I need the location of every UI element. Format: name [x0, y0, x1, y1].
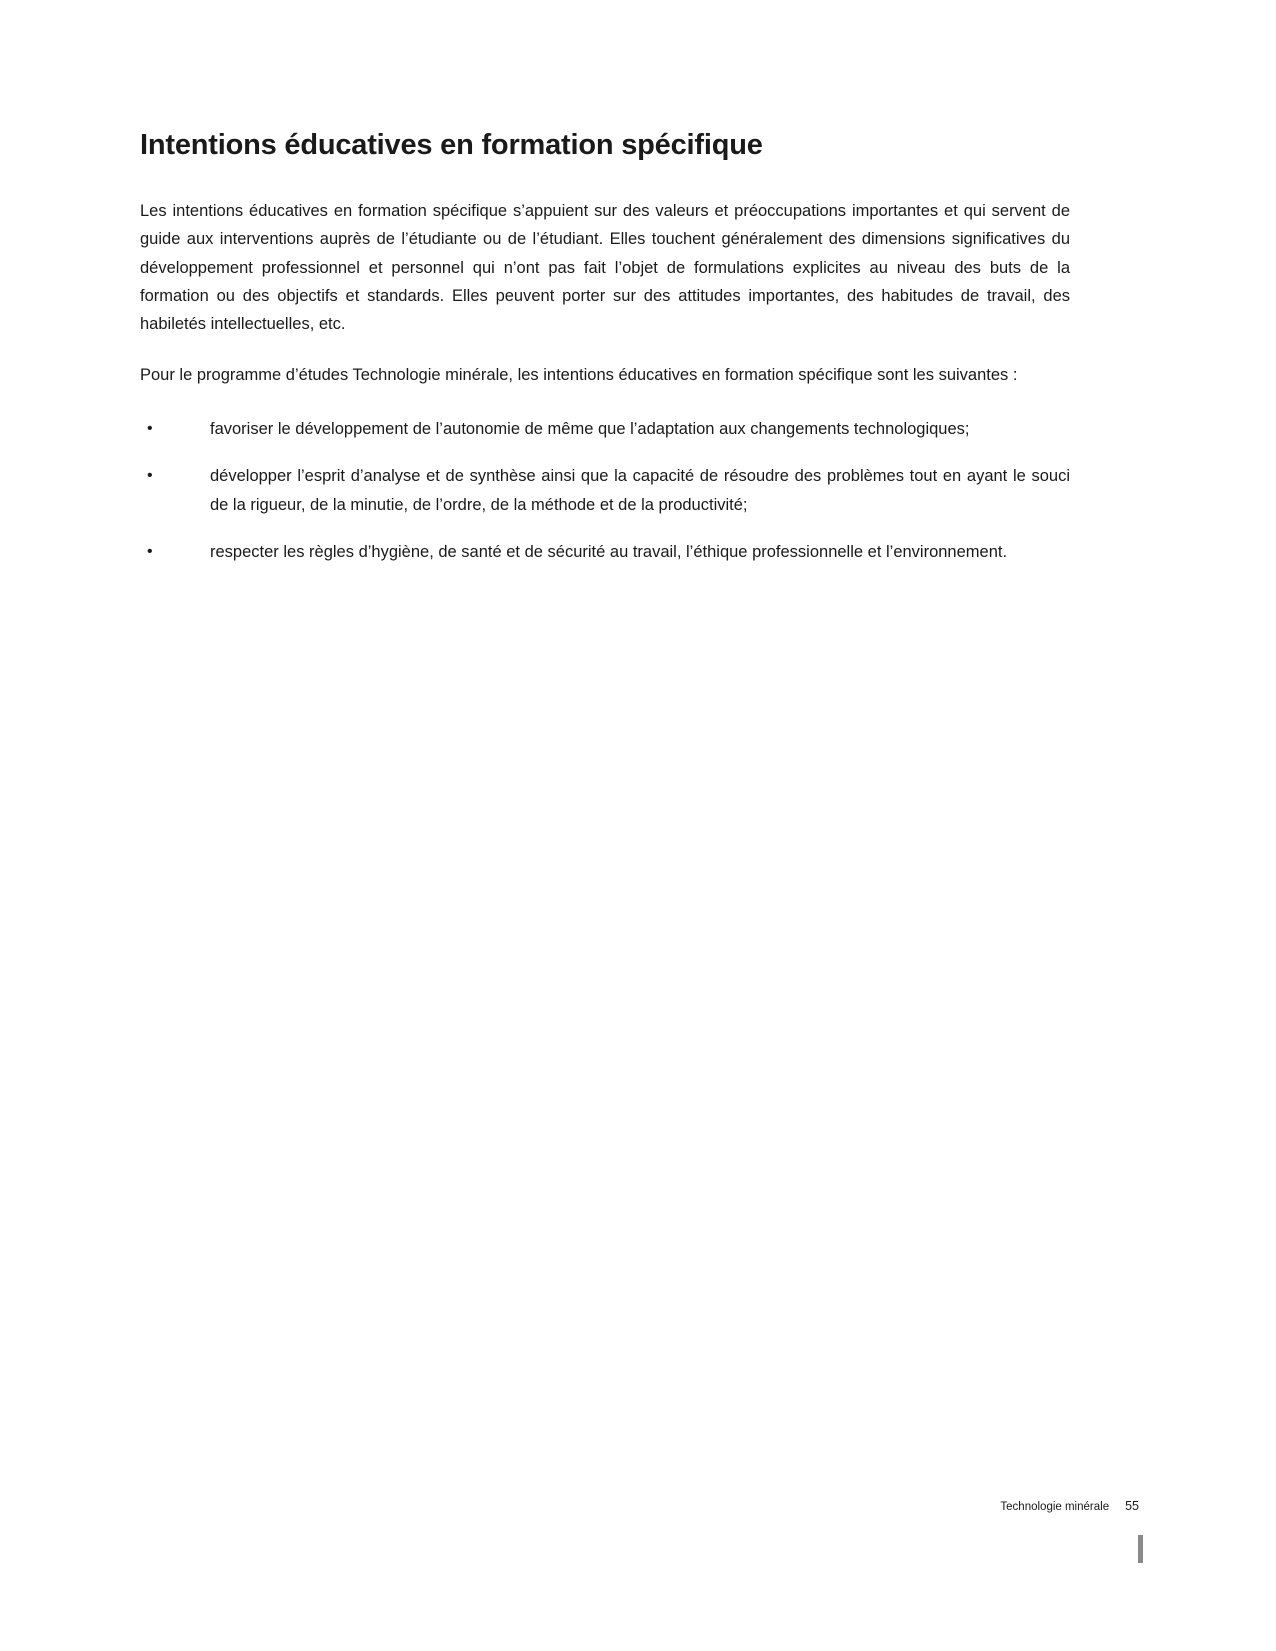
page-footer	[1000, 1499, 1139, 1513]
footer-program-label: Technologie minérale	[1000, 1501, 1110, 1513]
list-item-text: respecter les règles d’hygiène, de santé et de sécurité au travail, l’éthique professionnelle et l’environnement.	[210, 543, 1008, 562]
bullet-icon: •	[147, 420, 153, 438]
list-item-text: favoriser le développement de l’autonomie de même que l’adaptation aux changements technologiques;	[210, 420, 970, 439]
list-item-text: développer l’esprit d’analyse et de synthèse ainsi que la capacité de résoudre des problèmes tout en ayant le souci de la rigueur, de la minutie, de l’ordre, de la méthode et de la productivité;	[210, 467, 1070, 514]
intro-paragraph: Les intentions éducatives en formation spécifique s’appuient sur des valeurs et préoccupations importantes et qui servent de guide aux interventions auprès de l’étudiante ou de l’étudiant. Elles touchent généralement des dimensions significatives du développement professionnel et personnel qui n’ont pas fait l’objet de formulations explicites au niveau des buts de la formation ou des objectifs et standards. Elles peuvent porter sur des attitudes importantes, des habitudes de travail, des habiletés intellectuelles, etc.	[140, 201, 1070, 334]
list-item	[140, 462, 1070, 519]
page-title: Intentions éducatives en formation spécifique	[140, 129, 763, 161]
bullet-icon: •	[147, 467, 153, 485]
page-content	[140, 128, 1070, 586]
list-item	[140, 538, 1070, 566]
intentions-list	[140, 415, 1070, 567]
page-edge-marker	[1138, 1535, 1143, 1563]
lead-in-paragraph: Pour le programme d’études Technologie minérale, les intentions éducatives en formation spécifique sont les suivantes :	[140, 365, 1018, 384]
list-item	[140, 415, 1070, 443]
bullet-icon: •	[147, 543, 153, 561]
footer-page-number: 55	[1125, 1499, 1139, 1513]
